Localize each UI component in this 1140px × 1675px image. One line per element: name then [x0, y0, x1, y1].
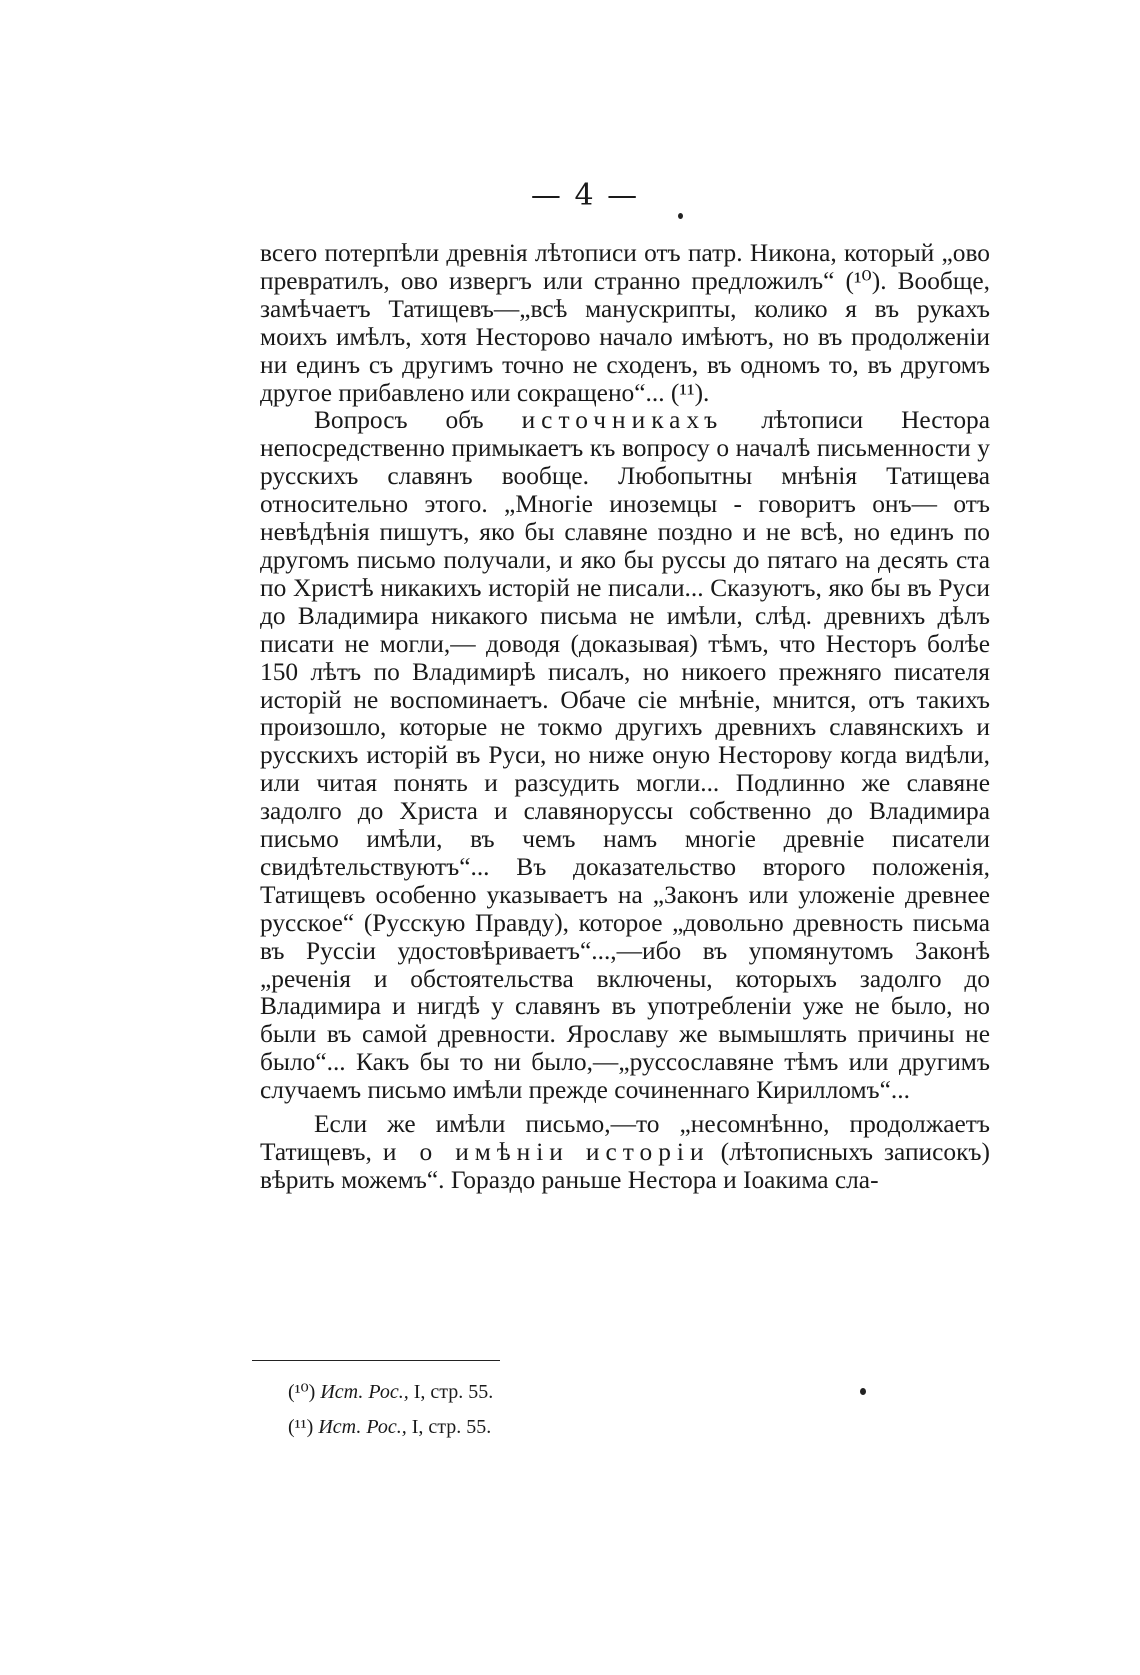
paragraph-3-lead: Если же имѣли письмо,—то „несомнѣнно, продолжаетъ Татищевъ,: [260, 1110, 990, 1166]
footnote-rule: [252, 1360, 500, 1361]
footnote-marker: (¹¹): [288, 1416, 314, 1438]
footnote-source: Ист. Рос.,: [318, 1416, 407, 1438]
paragraph-3-rest: (лѣтописныхъ записокъ) вѣрить можемъ“. Гораздо раньше Нестора и Іоакима сла-: [260, 1138, 991, 1194]
paragraph-3: [260, 1111, 990, 1195]
paragraph-2-lead: Вопросъ объ: [314, 406, 522, 435]
footnote-marker: (¹⁰): [288, 1381, 316, 1403]
footnote-ref: I, стр. 55.: [413, 1381, 494, 1403]
footnote-10: [288, 1375, 493, 1410]
page-number: — 4 —: [530, 178, 640, 213]
paragraph-3-spaced-term: и о имѣніи исторіи: [382, 1138, 710, 1166]
footnotes: [288, 1375, 493, 1445]
paragraph-2-rest: лѣтописи Нестора непосредственно примыкаетъ къ вопросу о началѣ письменности у русскихъ славянъ вообще. Любопытны мнѣнія Татищева относительно этого. „Многіе иноземцы - говоритъ онъ— отъ невѣдѣнія пишутъ, яко бы славяне поздно и не всѣ, но единъ по другомъ письмо получали, и яко бы руссы до пятаго на десять ста по Христѣ никакихъ исторій не писали... Сказуютъ, яко бы въ Руси до Владимира никакого письма не имѣли, слѣд. древнихъ дѣлъ писати не могли,— доводя (доказывая) тѣмъ, что Несторъ болѣе 150 лѣтъ по Владимирѣ писалъ, но никоего прежняго писателя исторій не воспоминаетъ. Обаче сіе мнѣніе, мнится, отъ такихъ произошло, которые не токмо другихъ древнихъ славянскихъ и русскихъ исторій въ Руси, но ниже оную Несторову когда видѣли, или читая понять и разсудить могли... Подлинно же славяне задолго до Христа и славянорусcы собственно до Владимира письмо имѣли, въ чемъ намъ многіе древніе писатели свидѣтельствуютъ“... Въ доказательство второго положенія, Татищевъ особенно указываетъ на „Законъ или уложеніе древнее русское“ (Русскую Правду), которое „довольно древность письма въ Руссіи удостовѣриваетъ“...,—ибо въ упомянутомъ Законѣ „реченія и обстоятельства включены, которыхъ задолго до Владимира и нигдѣ у славянъ въ употребленіи уже не было, но были въ самой древности. Ярославу же вымышлять причины не было“... Какъ бы то ни было,—„руссославяне тѣмъ или другимъ случаемъ письмо имѣли прежде сочиненнаго Кирилломъ“...: [260, 406, 990, 1105]
footnote-ref: I, стр. 55.: [411, 1416, 492, 1438]
footnote-source: Ист. Рос.,: [320, 1381, 409, 1403]
ink-speck: [860, 1388, 866, 1395]
body-text: [260, 240, 990, 1195]
paragraph-1: всего потерпѣли древнія лѣтописи отъ патр. Никона, который „ово превратилъ, ово извергъ или странно предложилъ“ (¹⁰). Вообще, замѣчаетъ Татищевъ—„всѣ манускрипты, колико я въ рукахъ моихъ имѣлъ, хотя Несторово начало имѣютъ, но въ продолженіи ни единъ съ другимъ точно не сходенъ, въ одномъ то, въ другомъ другое прибавлено или сокращено“... (¹¹).: [260, 239, 990, 407]
ink-speck: [678, 213, 683, 219]
paragraph-2-spaced-term: источникахъ: [521, 406, 724, 435]
footnote-11: [288, 1410, 493, 1445]
paragraph-2: [260, 407, 990, 1105]
